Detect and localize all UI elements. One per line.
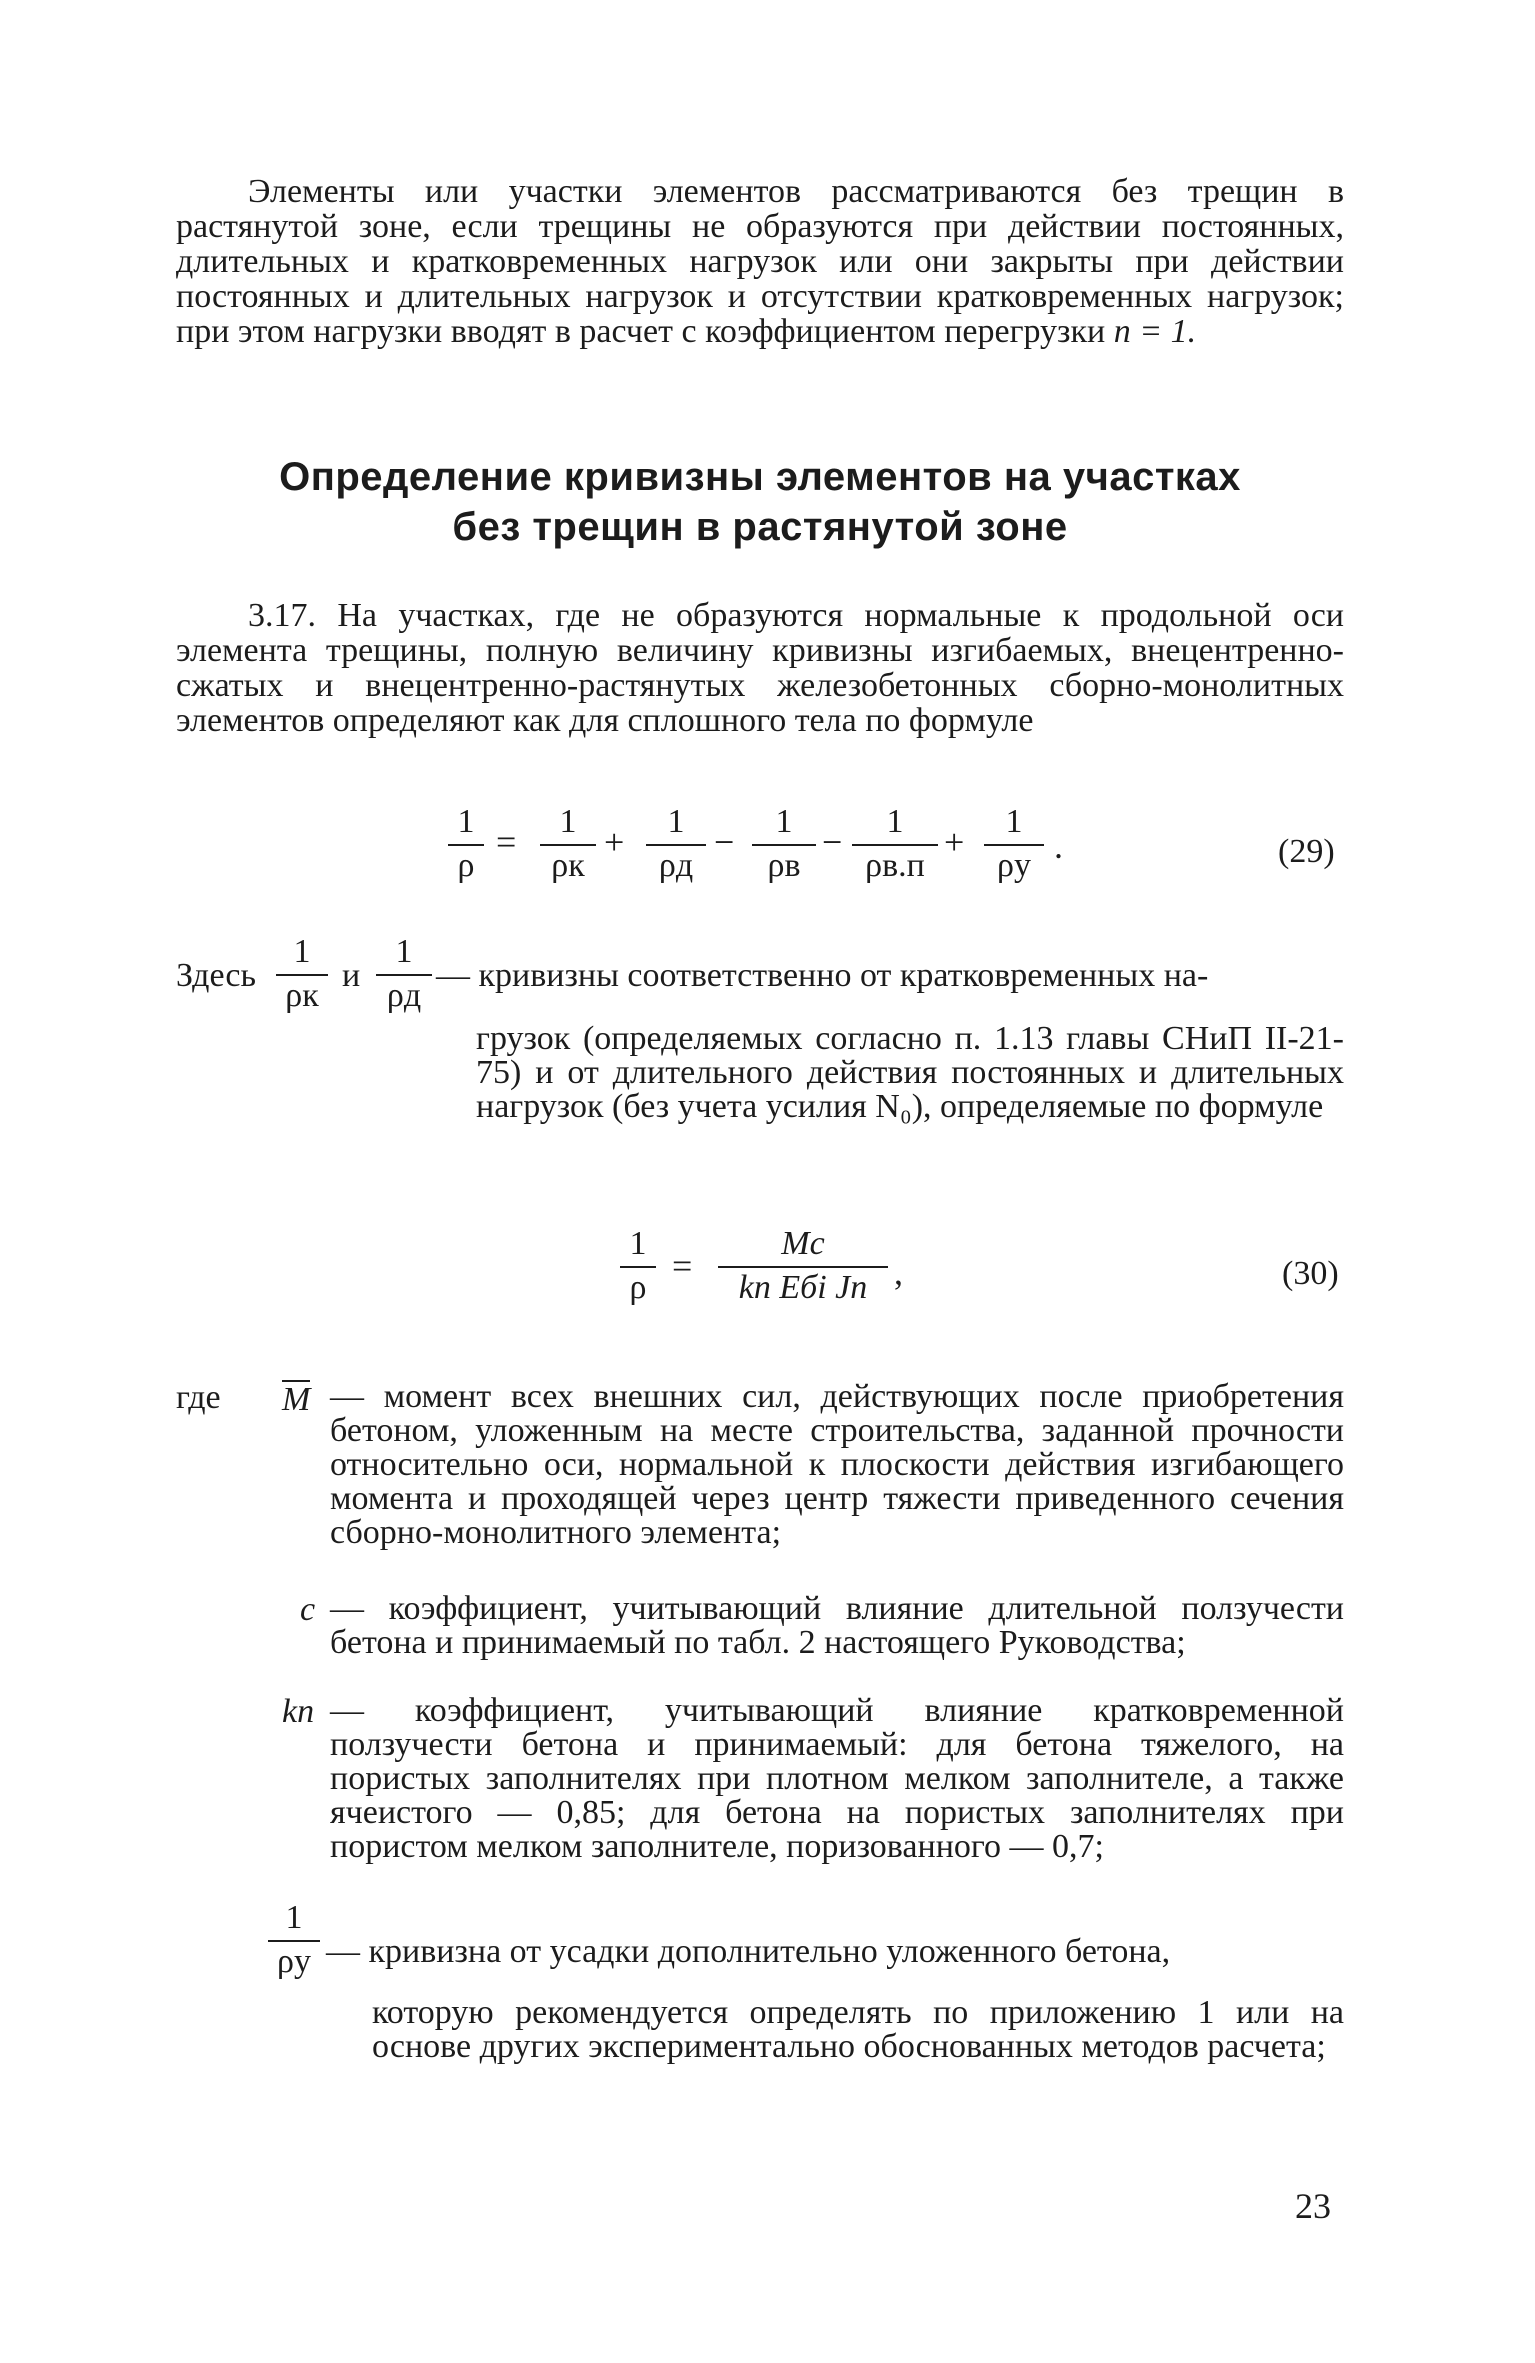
def-text-m: — момент всех внешних сил, действующих после приобретения бетоном, уложенным на месте строительства, заданной прочности относительно оси, нормальной к плоскости действия изгибающего момента и проходящей через центр тяжести приведенного сечения сборно-монолитного элемента; xyxy=(330,1378,1344,1551)
def-term-rho-u: 1 ρу xyxy=(268,1900,320,1980)
zdes-text-line1: — кривизны соответственно от кратковременных на- xyxy=(436,957,1209,994)
def-term-kp: kп xyxy=(282,1693,315,1730)
eq29-lhs-fraction: 1 ρ xyxy=(448,804,484,884)
eq29-term-rho-v: 1 ρв xyxy=(752,804,816,884)
zdes-label: Здесь xyxy=(176,957,257,994)
zdes-and: и xyxy=(342,957,361,994)
eq29-op-4: + xyxy=(944,822,965,862)
eq30-rhs-fraction: Mc kп Eбi Jп xyxy=(718,1226,888,1306)
eq30-number: (30) xyxy=(1282,1255,1339,1292)
zdes-frac-rho-d: 1 ρд xyxy=(376,934,432,1014)
section-heading xyxy=(176,452,1344,552)
eq30-end: , xyxy=(894,1252,903,1292)
def-text-c: — коэффициент, учитывающий влияние длительной ползучести бетона и принимаемый по табл. 2 настоящего Руководства; xyxy=(330,1590,1344,1661)
def-text-rho-u-rest: которую рекомендуется определять по приложению 1 или на основе других экспериментально обоснованных методов расчета; xyxy=(372,1994,1344,2065)
eq29-term-rho-d: 1 ρд xyxy=(646,804,706,884)
intro-tail: n = 1. xyxy=(1113,313,1197,350)
eq29-term-rho-vp: 1 ρв.п xyxy=(852,804,938,884)
eq29-op-0: = xyxy=(496,822,517,862)
eq29-op-1: + xyxy=(604,822,625,862)
paragraph-3-17: 3.17. На участках, где не образуются нормальные к продольной оси элемента трещины, полную величину кривизны изгибаемых, внецентренно-сжатых и внецентренно-растянутых железобетонных сборно-монолитных элементов определяют как для сплошного тела по формуле xyxy=(176,597,1344,739)
where-label: где xyxy=(176,1379,221,1416)
zdes-text-rest: грузок (определяемых согласно п. 1.13 главы СНиП II-21-75) и от длительного действия постоянных и длительных нагрузок (без учета усилия N₀), определяемые по формуле xyxy=(476,1020,1344,1125)
page-number: 23 xyxy=(1295,2186,1331,2226)
intro-paragraph: Элементы или участки элементов рассматриваются без трещин в растянутой зоне, если трещины не образуются при действии постоянных, длительных и кратковременных нагрузок или они закрыты при действии постоянных и длительных нагрузок и отсутствии кратковременных нагрузок; при этом нагрузки вводят в расчет с коэффициентом перегрузки n = 1. xyxy=(176,173,1344,350)
def-term-m: M xyxy=(282,1381,311,1418)
heading-line-1: Определение кривизны элементов на участках xyxy=(279,455,1241,499)
def-term-c: c xyxy=(300,1591,316,1628)
eq29-number: (29) xyxy=(1278,833,1335,870)
eq29-term-rho-k: 1 ρк xyxy=(540,804,596,884)
heading-line-2: без трещин в растянутой зоне xyxy=(452,505,1068,549)
eq30-lhs-fraction: 1 ρ xyxy=(620,1226,656,1306)
def-text-kp: — коэффициент, учитывающий влияние кратковременной ползучести бетона и принимаемый: для бетона тяжелого, на пористых заполнителях при плотном мелком заполнителе, а также ячеистого — 0,85; для бетона на пористых заполнителях при пористом мелком заполнителе, поризованного — 0,7; xyxy=(330,1692,1344,1865)
eq29-op-3: − xyxy=(822,822,843,862)
eq29-op-2: − xyxy=(714,822,735,862)
zdes-frac-rho-k: 1 ρк xyxy=(276,934,328,1014)
eq29-term-rho-u: 1 ρу xyxy=(984,804,1044,884)
eq29-end: . xyxy=(1054,826,1063,866)
eq30-op: = xyxy=(672,1246,693,1286)
def-text-rho-u-line1: — кривизна от усадки дополнительно уложенного бетона, xyxy=(326,1933,1171,1970)
